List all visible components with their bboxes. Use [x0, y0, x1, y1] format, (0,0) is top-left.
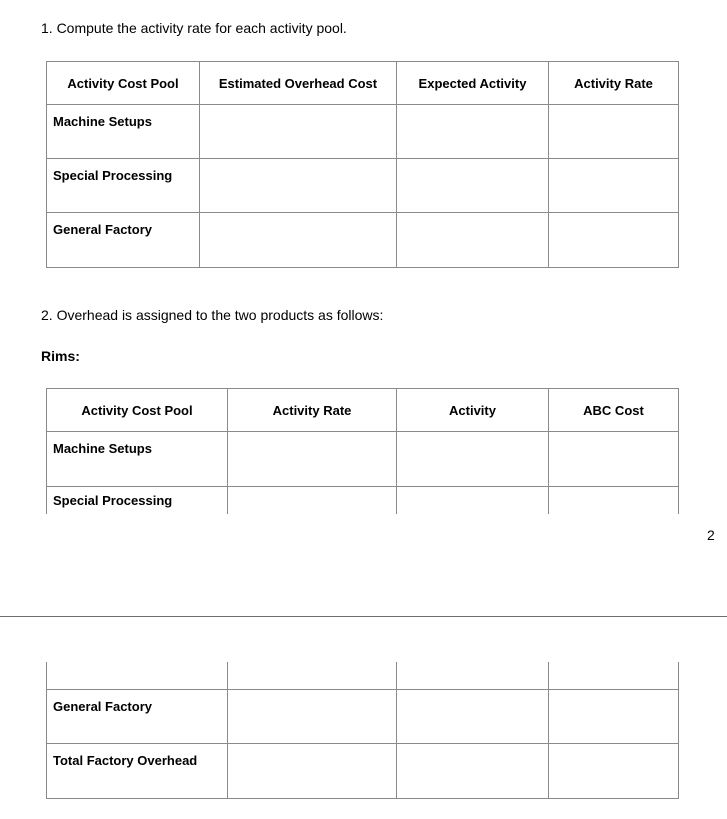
input-cell[interactable]	[549, 662, 679, 689]
input-cell[interactable]	[549, 743, 679, 798]
input-cell[interactable]	[47, 662, 228, 689]
header-activity-rate: Activity Rate	[228, 389, 397, 432]
input-cell[interactable]	[200, 159, 397, 213]
table-row	[47, 662, 679, 689]
header-activity: Activity	[397, 389, 549, 432]
row-label-special-processing: Special Processing	[47, 159, 200, 213]
table-row	[47, 105, 679, 159]
input-cell[interactable]	[228, 662, 397, 689]
row-label-general-factory: General Factory	[47, 213, 200, 268]
row-label-machine-setups: Machine Setups	[47, 432, 228, 487]
table-row	[47, 432, 679, 487]
input-cell[interactable]	[397, 662, 549, 689]
rims-abc-table-continued	[46, 662, 679, 799]
activity-rate-table	[46, 61, 679, 268]
header-activity-rate: Activity Rate	[549, 62, 679, 105]
input-cell[interactable]	[549, 105, 679, 159]
input-cell[interactable]	[549, 159, 679, 213]
row-label-machine-setups: Machine Setups	[47, 105, 200, 159]
input-cell[interactable]	[549, 213, 679, 268]
table-row	[47, 689, 679, 743]
input-cell[interactable]	[397, 432, 549, 487]
section2-heading: 2. Overhead is assigned to the two products as follows:	[41, 307, 384, 323]
input-cell[interactable]	[397, 105, 549, 159]
input-cell[interactable]	[200, 105, 397, 159]
input-cell[interactable]	[397, 213, 549, 268]
table-row	[47, 743, 679, 798]
table-row	[47, 159, 679, 213]
input-cell[interactable]	[228, 689, 397, 743]
header-activity-cost-pool: Activity Cost Pool	[47, 389, 228, 432]
header-activity-cost-pool: Activity Cost Pool	[47, 62, 200, 105]
page-number: 2	[707, 527, 715, 543]
input-cell[interactable]	[397, 159, 549, 213]
input-cell[interactable]	[549, 689, 679, 743]
input-cell[interactable]	[397, 743, 549, 798]
input-cell[interactable]	[228, 743, 397, 798]
rims-abc-table	[46, 388, 679, 514]
header-abc-cost: ABC Cost	[549, 389, 679, 432]
row-label-general-factory: General Factory	[47, 689, 228, 743]
header-expected-activity: Expected Activity	[397, 62, 549, 105]
table-row	[47, 487, 679, 514]
input-cell[interactable]	[549, 487, 679, 514]
input-cell[interactable]	[228, 487, 397, 514]
header-estimated-overhead-cost: Estimated Overhead Cost	[200, 62, 397, 105]
input-cell[interactable]	[397, 487, 549, 514]
input-cell[interactable]	[397, 689, 549, 743]
input-cell[interactable]	[200, 213, 397, 268]
row-label-special-processing: Special Processing	[47, 487, 228, 514]
input-cell[interactable]	[228, 432, 397, 487]
input-cell[interactable]	[549, 432, 679, 487]
product-label-rims: Rims:	[41, 348, 80, 364]
page-break-divider	[0, 616, 727, 617]
table-row	[47, 213, 679, 268]
row-label-total-factory-overhead: Total Factory Overhead	[47, 743, 228, 798]
section1-heading: 1. Compute the activity rate for each activity pool.	[41, 20, 347, 36]
